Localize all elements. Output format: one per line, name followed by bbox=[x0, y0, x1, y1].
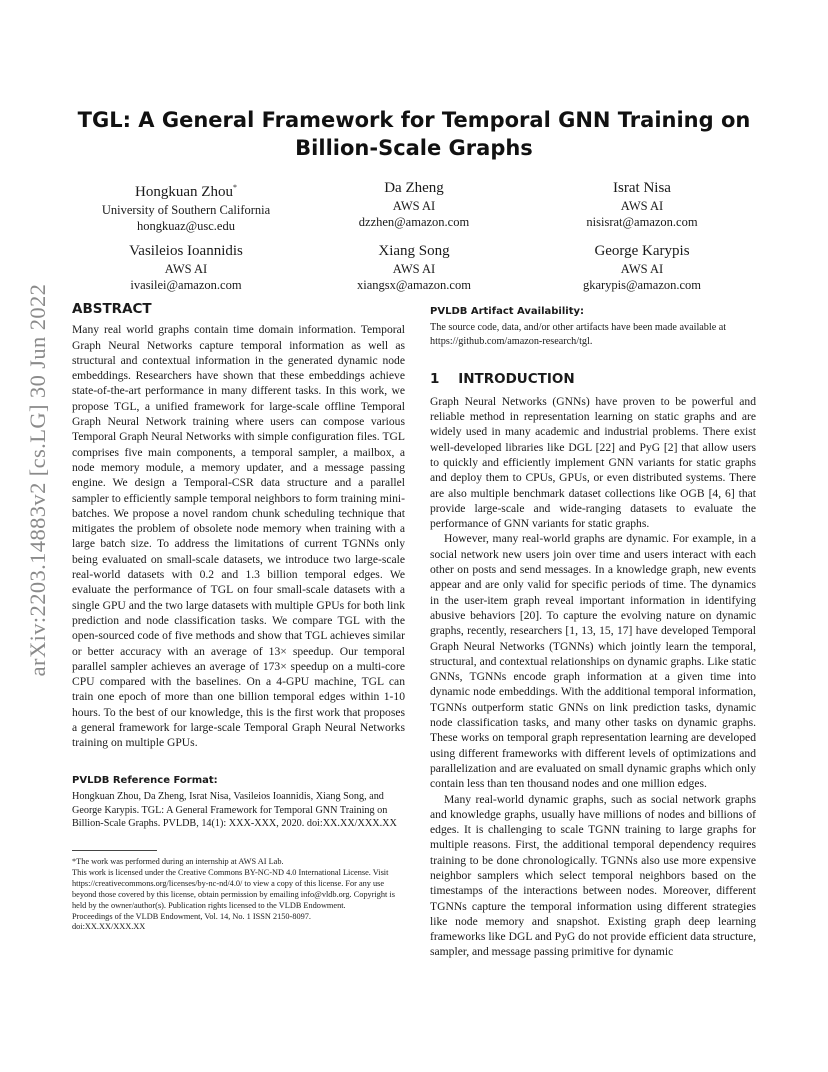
footnote-rule bbox=[72, 850, 157, 851]
author-affiliation: AWS AI bbox=[392, 262, 436, 276]
reference-format-heading: PVLDB Reference Format: bbox=[72, 774, 218, 786]
author-email: ivasilei@amazon.com bbox=[130, 278, 242, 292]
author-affiliation: AWS AI bbox=[392, 199, 436, 213]
abstract-text: Many real world graphs contain time domain information. Temporal Graph Neural Networks capture temporal information as well as structural and contextual information in the generated dynamic node embeddings. Researchers have shown that these embeddings achieve state-of-the-art performance in many different tasks. In this work, we propose TGL, a unified framework for large-scale offline Temporal Graph Neural Network training where users can compose various Temporal Graph Neural Networks with simple configuration files. TGL comprises five main components, a temporal sampler, a mailbox, a node memory module, a memory updater, and a message passing engine. We design a Temporal-CSR data structure and a parallel sampler to efficiently sample temporal neighbors to form training mini-batches. We propose a novel random chunk scheduling technique that mitigates the problem of obsolete node memory when training with a large batch size. To address the limitations of current TGNNs only being evaluated on small-scale datasets, we introduce two large-scale real-world datasets with 0.2 and 1.3 billion temporal edges. We evaluate the performance of TGL on four small-scale datasets with a single GPU and the two large datasets with multiple GPUs for both link prediction and node classification tasks. We compare TGL with the open-sourced code of five methods and show that TGL achieves similar or better accuracy with an average of 13× speedup. Our temporal parallel sampler achieves an average of 173× speedup on a multi-core CPU compared with the baselines. On a 4-GPU machine, TGL can train one epoch of more than one billion temporal edges within 1-10 hours. To the best of our knowledge, this is the first work that proposes a general framework for large-scale Temporal Graph Neural Networks training on multiple GPUs. bbox=[72, 323, 405, 750]
author-name: Da Zheng bbox=[384, 180, 444, 196]
author-name: Hongkuan Zhou bbox=[135, 184, 233, 200]
intro-paragraph-2: However, many real-world graphs are dynamic. For example, in a social network new users join over time and users interact with each other on posts and send messages. In a knowledge graph, new events appear and are only valid for specific periods of time. The dynamics in the user-item graph reveal important information in identifying abusive behaviors [20]. To capture the evolving nature on dynamic graphs, recently, researchers [1, 13, 15, 17] have developed Temporal Graph Neural Networks (TGNNs) which jointly learn the temporal, structural, and contextual relationships on dynamic graphs. Like static GNNs, TGNNs encode graph information at a given time into dynamic node embeddings. With the additional temporal information, TGNNs outperform static GNNs on link prediction tasks, dynamic node classification tasks, and many other tasks on dynamic graphs. These works on temporal graph representation learning are developed using different frameworks with different levels of optimizations and parallelization and are evaluated on small dynamic graphs which only contain less than ten thousand nodes and one million edges. bbox=[430, 532, 756, 791]
author-name: Israt Nisa bbox=[613, 180, 671, 196]
title-line-2: Billion-Scale Graphs bbox=[295, 136, 533, 160]
intro-paragraph-3: Many real-world dynamic graphs, such as social network graphs and knowledge graphs, usually have millions of nodes and billions of edges. It is challenging to scale TGNN training to large graphs for multiple reasons. First, the additional temporal dependency requires training to be done chronologically. TGNNs also use more expensive neighbor samplers which select temporal neighbors based on the timestamps of the interactions between nodes. Moreover, different TGNNs capture the temporal information using different strategies like node memory and snapshot. Existing graph deep learning frameworks like DGL and PyG do not provide efficient data structure, sampler, and message passing primitive for dynamic bbox=[430, 792, 756, 959]
author-email: nisisrat@amazon.com bbox=[586, 215, 698, 229]
author-5 bbox=[300, 241, 528, 293]
abstract-heading: ABSTRACT bbox=[72, 301, 152, 317]
author-affiliation: University of Southern California bbox=[101, 203, 271, 217]
author-name: George Karypis bbox=[594, 243, 690, 259]
right-column bbox=[430, 304, 756, 960]
footnote-proceedings: Proceedings of the VLDB Endowment, Vol. 14, No. 1 ISSN 2150-8097. bbox=[72, 911, 311, 921]
footnote-doi: doi:XX.XX/XXX.XX bbox=[72, 922, 146, 932]
author-email: xiangsx@amazon.com bbox=[357, 278, 471, 292]
introduction-heading: 1 INTRODUCTION bbox=[430, 371, 575, 388]
author-6 bbox=[528, 241, 756, 293]
author-email: hongkuaz@usc.edu bbox=[137, 219, 235, 233]
author-footnote-mark: * bbox=[232, 183, 237, 192]
arxiv-identifier: arXiv:2203.14883v2 [cs.LG] 30 Jun 2022 bbox=[25, 283, 50, 677]
arxiv-sidebar bbox=[0, 0, 70, 1072]
artifact-heading: PVLDB Artifact Availability: bbox=[430, 306, 585, 317]
footnote-license: This work is licensed under the Creative Commons BY-NC-ND 4.0 International License. Visit https://creativecommons.org/licenses/by-nc-nd/4.0/ to view a copy of this license. For any use beyond those covered by this license, obtain permission by emailing info@vldb.org. Copyright is held by the owner/author(s). Publication rights licensed to the VLDB Endowment. bbox=[72, 867, 395, 910]
artifact-text: The source code, data, and/or other artifacts have been made available at https://github.com/amazon-research/tgl. bbox=[430, 322, 727, 347]
author-affiliation: AWS AI bbox=[620, 262, 664, 276]
reference-format-text: Hongkuan Zhou, Da Zheng, Israt Nisa, Vasileios Ioannidis, Xiang Song, and George Karypis. TGL: A General Framework for Temporal GNN Training on Billion-Scale Graphs. PVLDB, 14(1): XXX-XXX, 2020. doi:XX.XX/XXX.XX bbox=[72, 790, 397, 830]
left-column bbox=[72, 302, 405, 831]
author-email: gkarypis@amazon.com bbox=[582, 278, 702, 292]
author-name: Xiang Song bbox=[378, 243, 450, 259]
author-1 bbox=[72, 178, 300, 234]
footnote-internship: *The work was performed during an internship at AWS AI Lab. bbox=[72, 857, 284, 866]
footnotes bbox=[72, 850, 405, 933]
author-affiliation: AWS AI bbox=[620, 199, 664, 213]
author-name: Vasileios Ioannidis bbox=[129, 243, 243, 259]
title-line-1: TGL: A General Framework for Temporal GNN Training on bbox=[77, 108, 751, 132]
author-3 bbox=[528, 178, 756, 230]
author-email: dzzhen@amazon.com bbox=[358, 215, 470, 229]
paper-title bbox=[72, 106, 756, 162]
intro-paragraph-1: Graph Neural Networks (GNNs) have proven to be powerful and reliable method in representation learning on static graphs and are widely used in many academic and industrial problems. There exist well-developed libraries like DGL [22] and PyG [2] that allow users to quickly and efficiently implement GNN variants for static graphs and deploy them to CPUs, GPUs, or even distributed systems. There are also multiple benchmark dataset collections like OGB [4, 6] that provide large-scale and wide-ranging datasets to evaluate the performance of GNN variants for static graphs. bbox=[430, 394, 756, 531]
author-4 bbox=[72, 241, 300, 293]
author-affiliation: AWS AI bbox=[164, 262, 208, 276]
author-2 bbox=[300, 178, 528, 230]
